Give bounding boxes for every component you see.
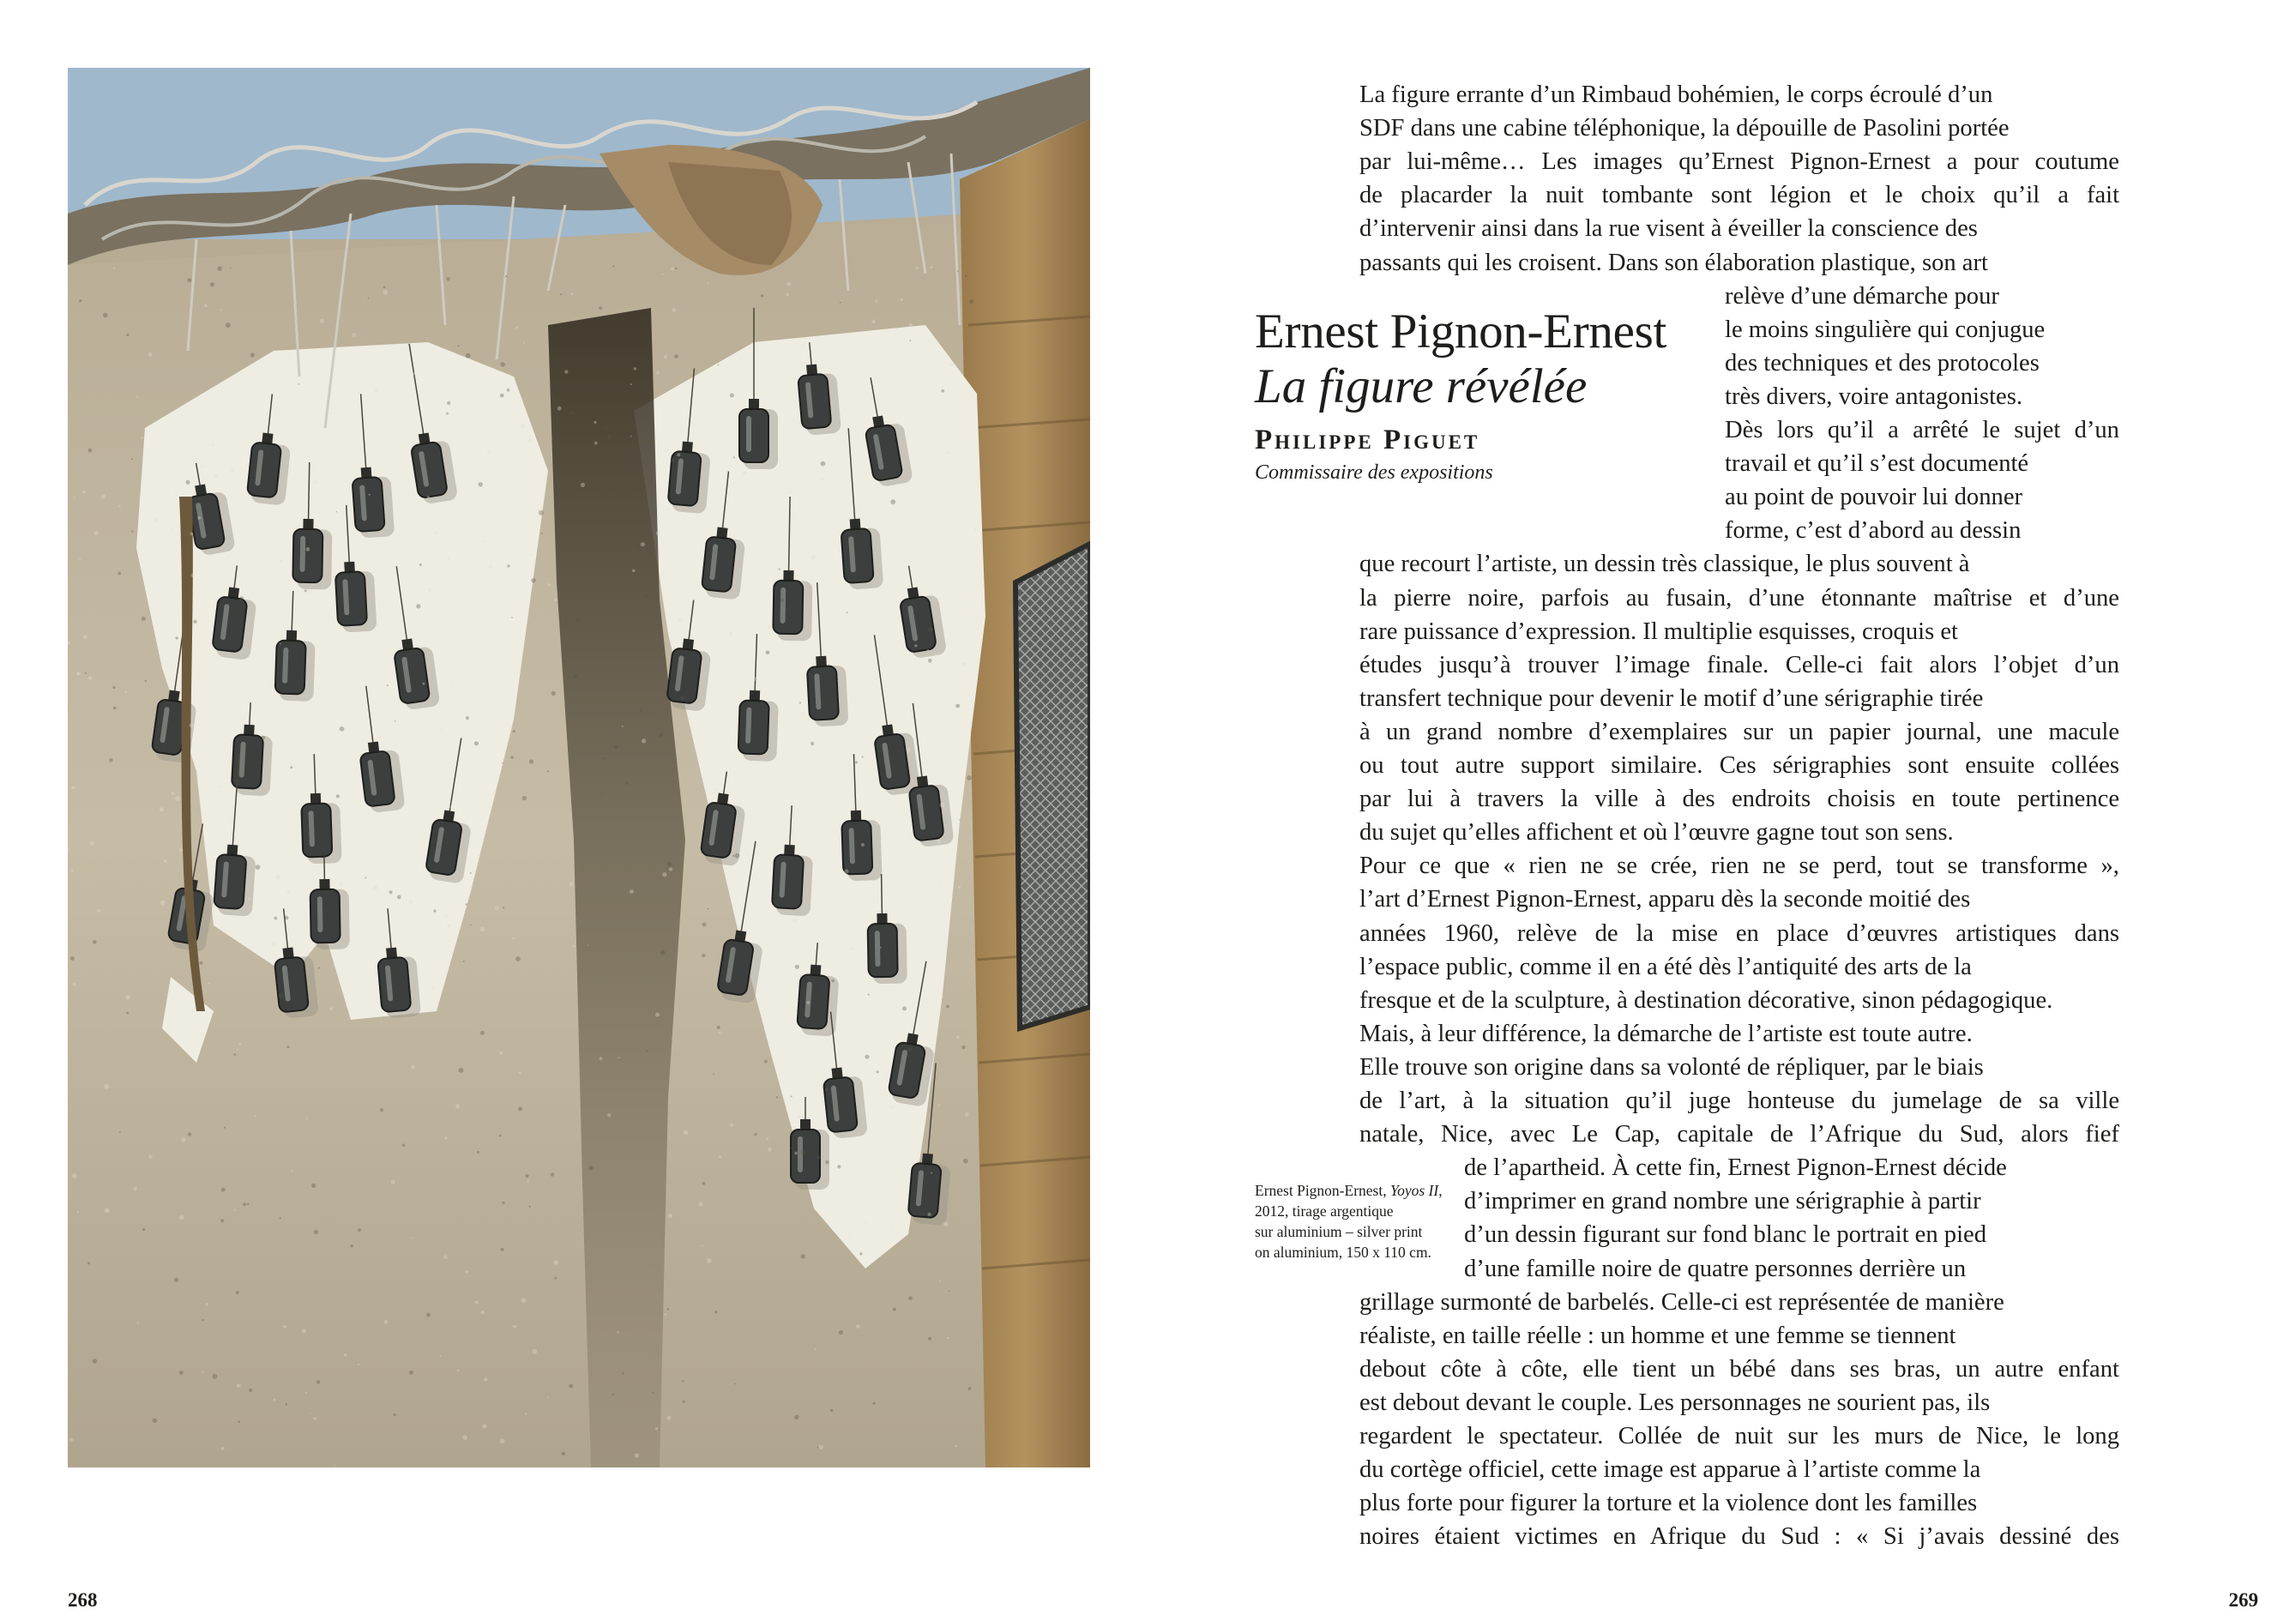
body-text-line: d’une famille noire de quatre personnes derrière un — [1464, 1255, 1967, 1282]
body-text-line: par lui à travers la ville à des endroits choisis en toute pertinence — [1359, 786, 2120, 813]
body-text-line: transfert technique pour devenir le motif d’une sérigraphie tirée — [1359, 684, 1984, 712]
body-text-line: travail et qu’il s’est documenté — [1725, 450, 2029, 478]
body-text-line: du cortège officiel, cette image est apparue à l’artiste comme la — [1359, 1456, 1981, 1484]
body-text-line: est debout devant le couple. Les personnages ne sourient pas, ils — [1359, 1389, 1991, 1416]
body-text-line: réaliste, en taille réelle : un homme et une femme se tiennent — [1359, 1322, 1956, 1349]
body-text-line: Dès lors qu’il a arrêté le sujet d’un — [1725, 417, 2119, 443]
body-text-line: d’imprimer en grand nombre une sérigraphie à partir — [1464, 1188, 1981, 1215]
caption-line: Ernest Pignon-Ernest, Yoyos II, — [1255, 1182, 1443, 1199]
author-role: Commissaire des expositions — [1255, 461, 1493, 484]
body-text-line: le moins singulière qui conjugue — [1725, 316, 2046, 343]
body-text-line: par lui-même… Les images qu’Ernest Pignon-Ernest a pour coutume — [1359, 148, 2119, 176]
article-title: Ernest Pignon-Ernest — [1255, 304, 1667, 359]
body-text-line: Mais, à leur différence, la démarche de l’artiste est toute autre. — [1359, 1020, 1973, 1047]
caption-line: on aluminium, 150 x 110 cm. — [1255, 1244, 1431, 1261]
body-text-line: ou tout autre support similaire. Ces sérigraphies sont ensuite collées — [1359, 752, 2119, 779]
author-name: Philippe Piguet — [1255, 425, 1480, 455]
body-text-line: SDF dans une cabine téléphonique, la dépouille de Pasolini portée — [1359, 115, 2010, 142]
body-text-line: de l’art, à la situation qu’il juge honteuse du jumelage de sa ville — [1359, 1088, 2120, 1114]
body-text-line: que recourt l’artiste, un dessin très classique, le plus souvent à — [1359, 551, 1970, 578]
article-subtitle: La figure révélée — [1255, 359, 1588, 413]
body-text-line: Pour ce que « rien ne se crée, rien ne se perd, tout se transforme », — [1359, 853, 2119, 880]
page-number-right: 269 — [2228, 1589, 2258, 1611]
body-text-line: d’intervenir ainsi dans la rue visent à éveiller la conscience des — [1359, 215, 1978, 243]
body-text-line: du sujet qu’elles affichent et où l’œuvre gagne tout son sens. — [1359, 819, 1954, 847]
caption-work-title: Yoyos II — [1389, 1182, 1439, 1199]
body-text-line: natale, Nice, avec Le Cap, capitale de l’Afrique du Sud, alors fief — [1359, 1121, 2119, 1148]
caption-line: 2012, tirage argentique — [1255, 1202, 1394, 1220]
body-text-line: de l’apartheid. À cette fin, Ernest Pignon-Ernest décide — [1464, 1154, 2007, 1182]
body-text-line: Elle trouve son origine dans sa volonté de répliquer, par le biais — [1359, 1053, 1984, 1081]
page-number-left: 268 — [68, 1589, 98, 1611]
body-text-line: de placarder la nuit tombante sont légion et le choix qu’il a fait — [1359, 182, 2120, 209]
body-text-line: debout côte à côte, elle tient un bébé dans ses bras, un autre enfant — [1359, 1355, 2119, 1383]
body-text-line: très divers, voire antagonistes. — [1725, 383, 2023, 410]
body-text-line: années 1960, relève de la mise en place d’œuvres artistiques dans — [1359, 919, 2120, 947]
body-text-line: plus forte pour figurer la torture et la violence dont les familles — [1359, 1490, 1978, 1517]
caption-line: sur aluminium – silver print — [1255, 1223, 1423, 1240]
body-text-line: forme, c’est d’abord au dessin — [1725, 517, 2022, 545]
body-text-line: l’art d’Ernest Pignon-Ernest, apparu dès la seconde moitié des — [1359, 886, 1971, 913]
body-text-line: passants qui les croisent. Dans son élaboration plastique, son art — [1359, 249, 1988, 276]
body-text-line: à un grand nombre d’exemplaires sur un papier journal, une macule — [1359, 718, 2120, 745]
body-text-line: au point de pouvoir lui donner — [1725, 484, 2023, 511]
body-text-line: d’un dessin figurant sur fond blanc le portrait en pied — [1464, 1221, 1987, 1249]
body-text-line: noires étaient victimes en Afrique du Sud : « Si j’avais dessiné des — [1359, 1523, 2120, 1551]
body-text-line: la pierre noire, parfois au fusain, d’une étonnante maîtrise et d’une — [1359, 584, 2120, 612]
body-text-line: études jusqu’à trouver l’image finale. Celle-ci fait alors l’objet d’un — [1359, 651, 2119, 678]
body-text-line: regardent le spectateur. Collée de nuit sur les murs de Nice, le long — [1359, 1423, 2120, 1449]
body-text-line: fresque et de la sculpture, à destination décorative, sinon pédagogique. — [1359, 986, 2053, 1014]
body-text-line: grillage surmonté de barbelés. Celle-ci est représentée de manière — [1359, 1288, 2004, 1316]
body-text-line: rare puissance d’expression. Il multiplie esquisses, croquis et — [1359, 618, 1958, 645]
body-text-line: l’espace public, comme il en a été dès l’antiquité des arts de la — [1359, 953, 1972, 980]
body-text-line: relève d’une démarche pour — [1725, 282, 1999, 310]
body-text-line: des techniques et des protocoles — [1725, 349, 2040, 377]
body-text-line: La figure errante d’un Rimbaud bohémien, le corps écroulé d’un — [1359, 81, 1993, 108]
